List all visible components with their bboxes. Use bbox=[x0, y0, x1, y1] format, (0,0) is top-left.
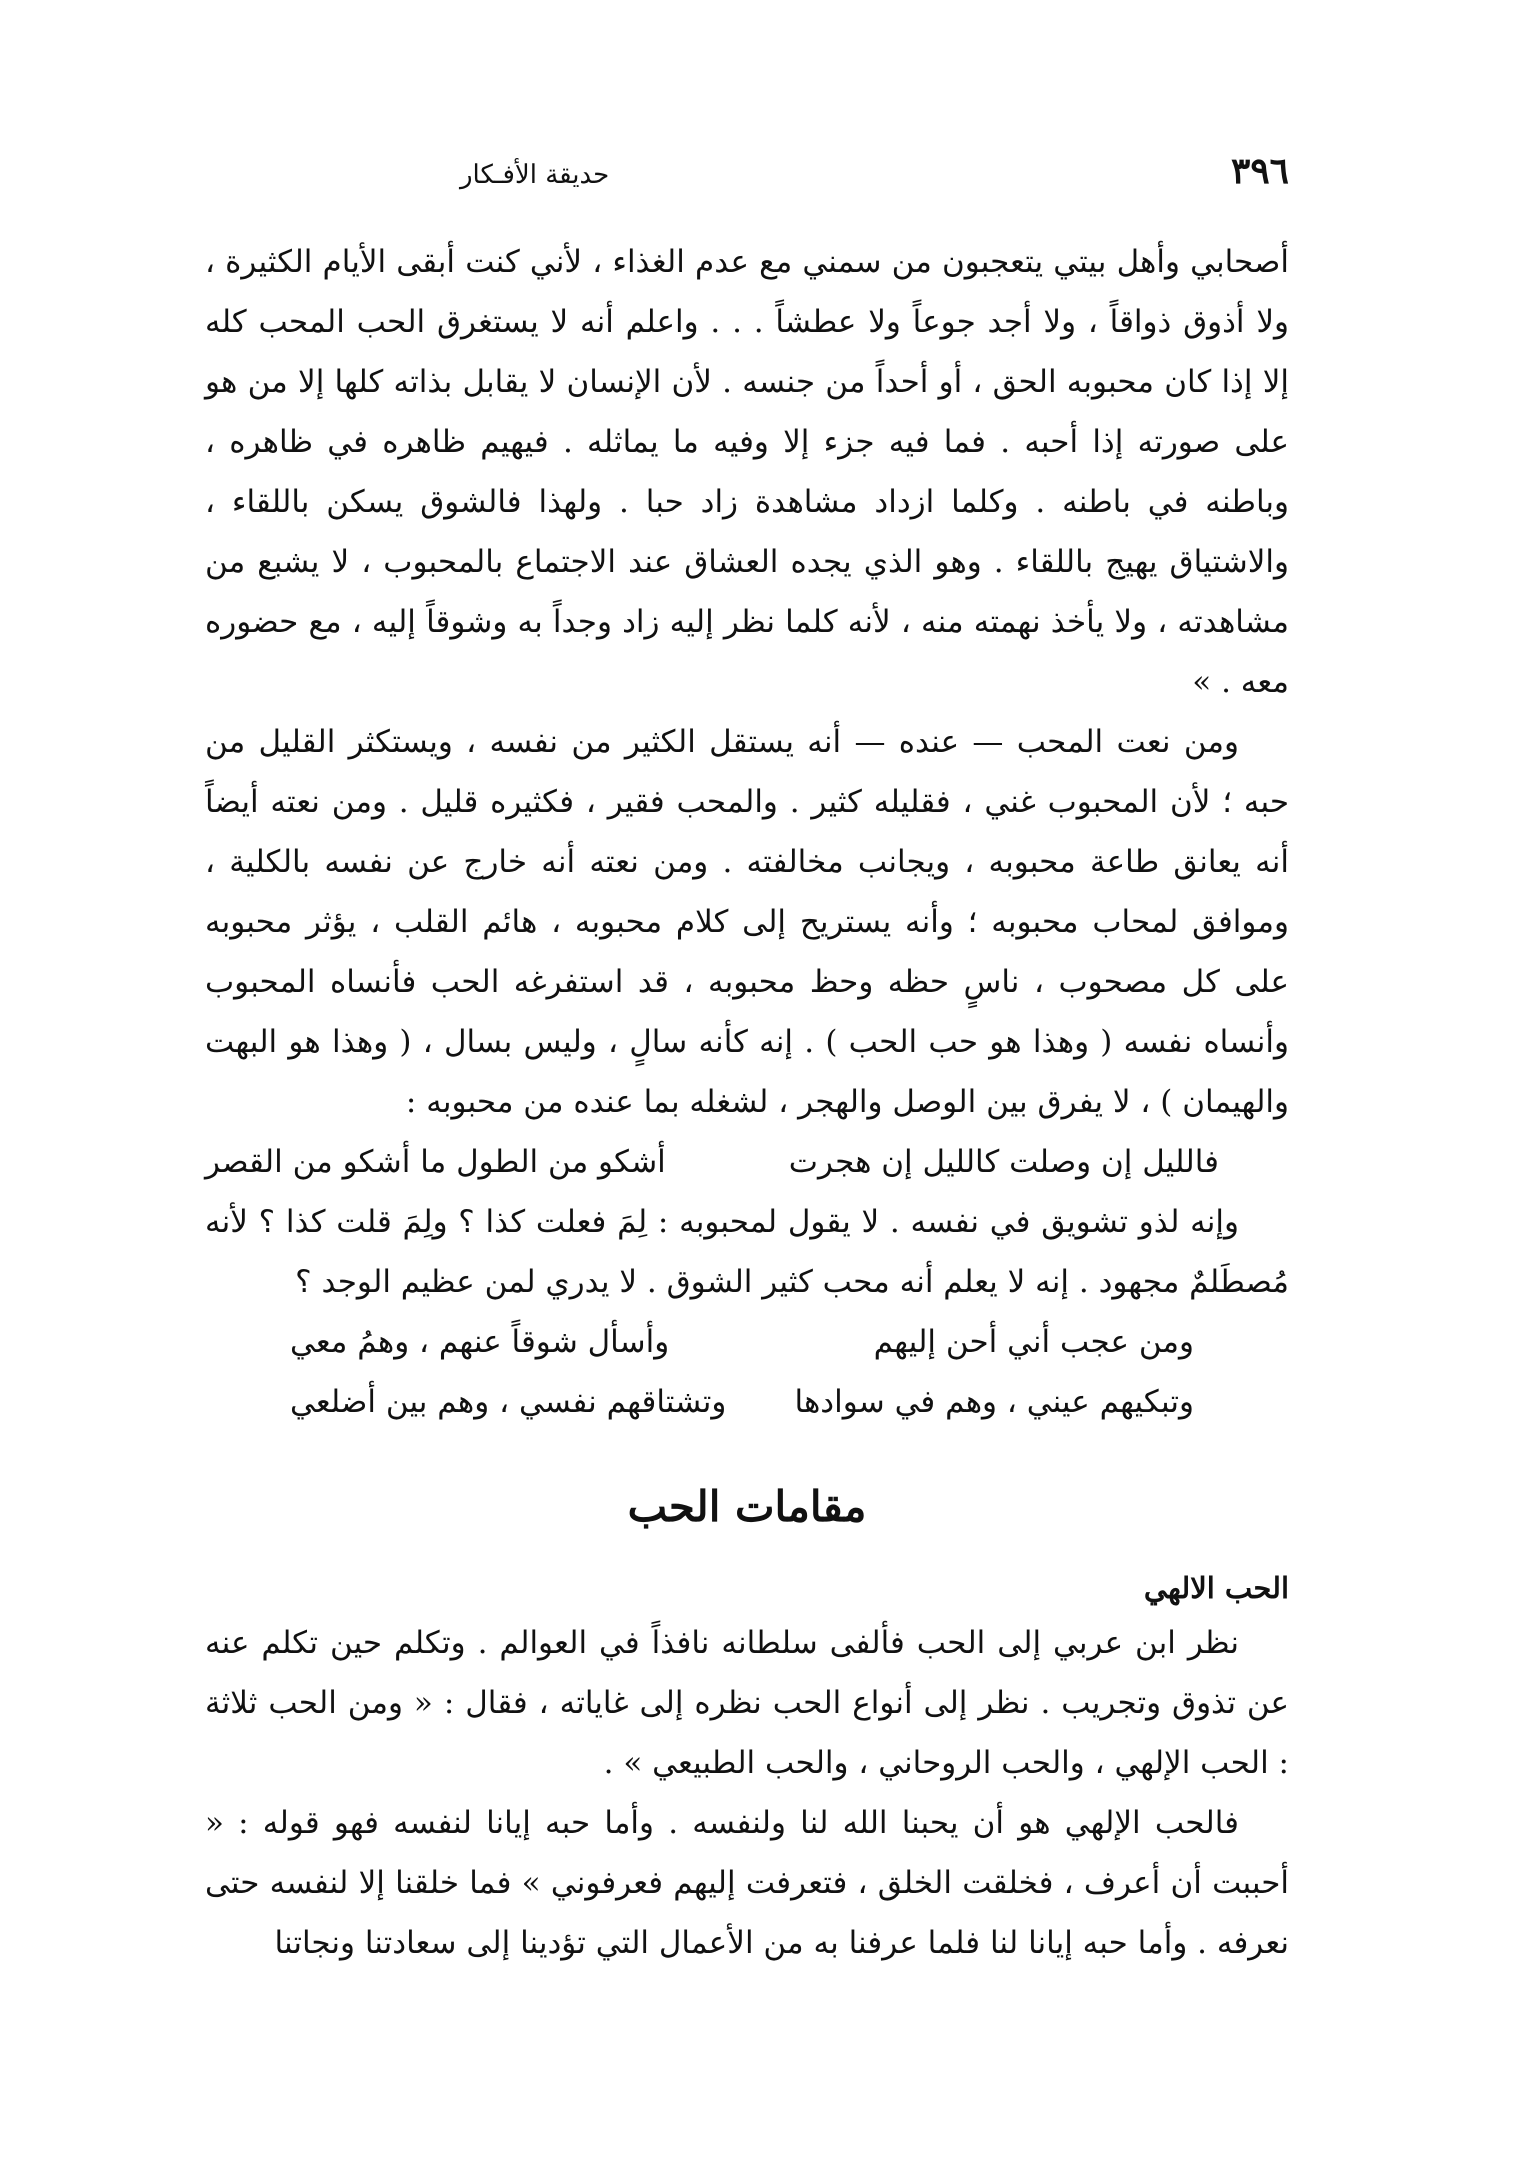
verse-line bbox=[205, 1372, 1289, 1432]
verse-hemistich-second: وتشتاقهم نفسي ، وهم بين أضلعي bbox=[290, 1384, 727, 1420]
paragraph-intro: أصحابي وأهل بيتي يتعجبون من سمني مع عدم الغذاء ، لأني كنت أبقى الأيام الكثيرة ، ولا أذوق ذواقاً ، ولا أجد جوعاً ولا عطشاً . . . واعلم أنه لا يستغرق الحب المحب كله إلا إذا كان محبوبه الحق ، أو أحداً من جنسه . لأن الإنسان لا يقابل بذاته كلها إلا من هو على صورته إذا أحبه . فما فيه جزء إلا وفيه ما يماثله . فيهيم ظاهره في ظاهره ، وباطنه في باطنه . وكلما ازداد مشاهدة زاد حبا . ولهذا فالشوق يسكن باللقاء ، والاشتياق يهيج باللقاء . وهو الذي يجده العشاق عند الاجتماع بالمحبوب ، لا يشبع من مشاهدته ، ولا يأخذ نهمته منه ، لأنه كلما نظر إليه زاد وجداً به وشوقاً إليه ، مع حضوره معه . » bbox=[205, 244, 1289, 700]
verse-hemistich-first: وتبكيهم عيني ، وهم في سوادها bbox=[794, 1384, 1194, 1420]
page-header bbox=[205, 150, 1289, 210]
page-number: ٣٩٦ bbox=[1230, 150, 1289, 192]
paragraph-lover-traits: ومن نعت المحب — عنده — أنه يستقل الكثير من نفسه ، ويستكثر القليل من حبه ؛ لأن المحبوب غني ، فقليله كثير . والمحب فقير ، فكثيره قليل . ومن نعته أيضاً أنه يعانق طاعة محبوبه ، ويجانب مخالفته . ومن نعته أنه خارج عن نفسه بالكلية ، وموافق لمحاب محبوبه ؛ وأنه يستريح إلى كلام محبوبه ، هائم القلب ، يؤثر محبوبه على كل مصحوب ، ناسٍ حظه وحظ محبوبه ، قد استفرغه الحب فأنساه المحبوب وأنساه نفسه ( وهذا هو حب الحب ) . إنه كأنه سالٍ ، وليس بسال ، ( وهذا هو البهت والهيمان ) ، لا يفرق بين الوصل والهجر ، لشغله بما عنده من محبوبه : bbox=[205, 724, 1289, 1120]
verse-hemistich-first: فالليل إن وصلت كالليل إن هجرت bbox=[788, 1144, 1219, 1180]
verse-hemistich-second: أشكو من الطول ما أشكو من القصر bbox=[205, 1144, 666, 1180]
verse-hemistich-second: وأسأل شوقاً عنهم ، وهمُ معي bbox=[290, 1324, 670, 1360]
verse-line bbox=[205, 1132, 1289, 1192]
paragraph-ibn-arabi: نظر ابن عربي إلى الحب فألفى سلطانه نافذاً في العوالم . وتكلم حين تكلم عنه عن تذوق وتجريب . نظر إلى أنواع الحب نظره إلى غاياته ، فقال : « ومن الحب ثلاثة : الحب الإلهي ، والحب الروحاني ، والحب الطبيعي » . bbox=[205, 1625, 1289, 1781]
subheading: الحب الالهي bbox=[1143, 1571, 1289, 1605]
section-title: مقامات الحب bbox=[627, 1482, 867, 1531]
verse-line bbox=[205, 1312, 1289, 1372]
running-head: حديقة الأفـكار bbox=[460, 160, 610, 190]
paragraph-divine-love: فالحب الإلهي هو أن يحبنا الله لنا ولنفسه . وأما حبه إيانا لنفسه فهو قوله : « أحببت أن أعرف ، فخلقت الخلق ، فتعرفت إليهم فعرفوني » فما خلقنا إلا لنفسه حتى نعرفه . وأما حبه إيانا لنا فلما عرفنا به من الأعمال التي تؤدينا إلى سعادتنا ونجاتنا bbox=[205, 1805, 1289, 1961]
paragraph-longing: وإنه لذو تشويق في نفسه . لا يقول لمحبوبه : لِمَ فعلت كذا ؟ ولِمَ قلت كذا ؟ لأنه مُصطَلمٌ مجهود . إنه لا يعلم أنه محب كثير الشوق . لا يدري لمن عظيم الوجد ؟ bbox=[205, 1204, 1289, 1300]
verse-hemistich-first: ومن عجب أني أحن إليهم bbox=[873, 1324, 1194, 1360]
